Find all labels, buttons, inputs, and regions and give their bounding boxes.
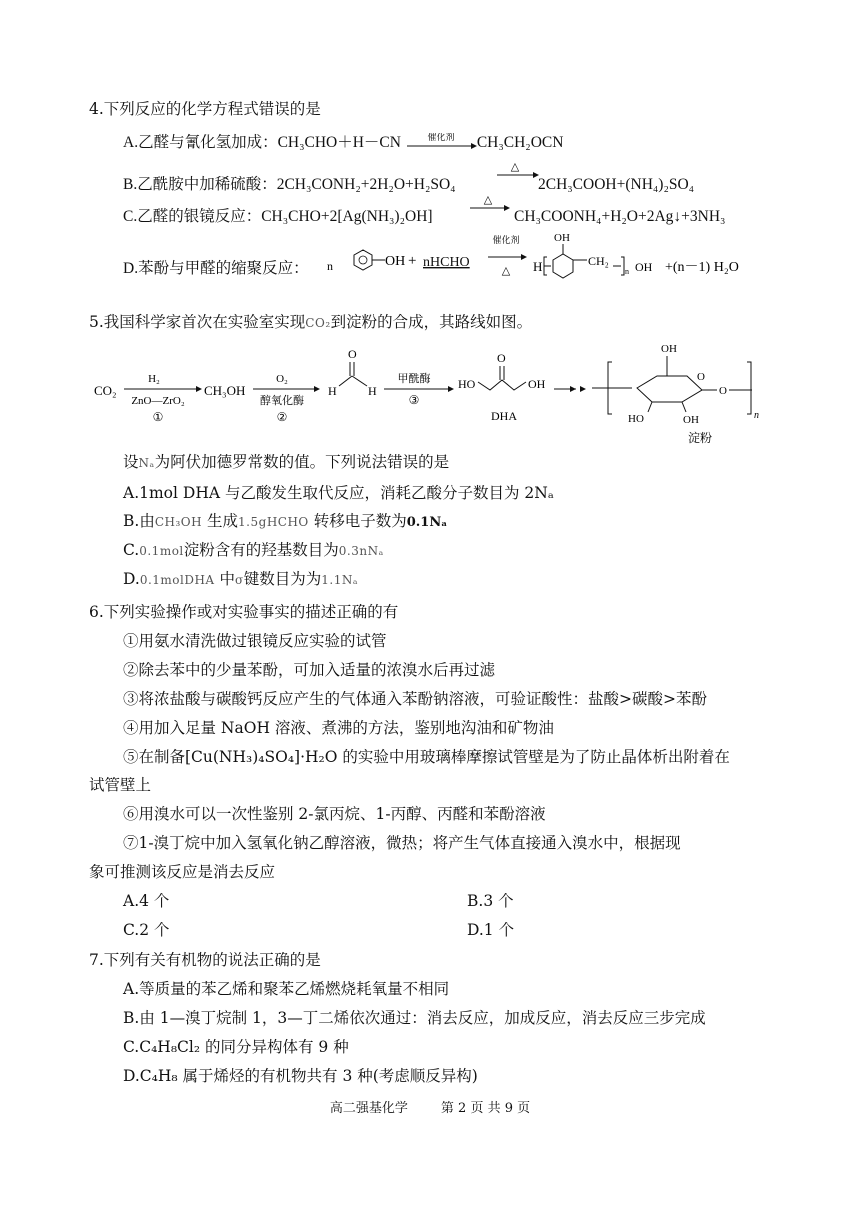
- q4-d-h: H: [533, 259, 543, 274]
- q5-c-x2: 0.3nNₐ: [338, 544, 384, 558]
- q4-d-plus: +: [408, 253, 417, 269]
- route-formaldehyde-h2: H: [368, 384, 377, 398]
- q4-b-lhs: 2CH₃CONH₂+2H₂O+H₂SO₄: [276, 176, 456, 193]
- q7-option-b: B.由 1—溴丁烷制 1，3—丁二烯依次通过：消去反应，加成反应，消去反应三步完成: [123, 1009, 706, 1027]
- route-cat1: ZnO—ZrO₂: [131, 395, 185, 407]
- q4-stem: 4.下列反应的化学方程式错误的是: [89, 100, 321, 118]
- q5-option-c: [123, 540, 384, 561]
- q5-d-x3: 1.1Nₐ: [321, 573, 358, 587]
- route-cat3: 甲酰酶: [397, 373, 431, 385]
- q6-item-7-cont: 象可推测该反应是消去反应: [89, 863, 276, 881]
- q7-option-c: C.C₄H₈Cl₂ 的同分异构体有 9 种: [123, 1038, 349, 1056]
- q4-d-oh-top: OH: [554, 232, 570, 244]
- q5-synthesis-route-figure: [92, 338, 792, 448]
- route-ch3oh: CH₃OH: [204, 383, 246, 398]
- q5-option-a: A.1mol DHA 与乙酸发生取代反应，消耗乙酸分子数目为 2Nₐ: [123, 484, 554, 502]
- q6-item-3: ③将浓盐酸与碳酸钙反应产生的气体通入苯酚钠溶液，可验证酸性：盐酸>碳酸>苯酚: [123, 690, 707, 708]
- benzene-ring-icon: [354, 250, 372, 270]
- route-o2: O₂: [276, 373, 288, 385]
- q5-d-a: D.: [123, 570, 140, 588]
- q4-d-oh: OH: [385, 254, 406, 269]
- q5-b-x2: 1.5gHCHO: [238, 515, 309, 529]
- q5-b-b: 生成: [207, 512, 239, 530]
- q6-item-4: ④用加入足量 NaOH 溶液、煮沸的方法，鉴别地沟油和矿物油: [123, 719, 554, 737]
- q6-item-5: ⑤在制备[Cu(NH₃)₄SO₄]·H₂O 的实验中用玻璃棒摩擦试管壁是为了防止晶体析出附着在: [123, 748, 730, 766]
- route-starch-oh: OH: [683, 414, 699, 426]
- q4-d-condition: △: [501, 265, 511, 277]
- q5-stem-text-2: 到淀粉的合成，其路线如图。: [330, 313, 533, 331]
- route-step1: ①: [152, 410, 164, 424]
- q4-a-lhs: CH₃CHO＋H－CN: [277, 134, 401, 151]
- q6-option-b: B.3 个: [467, 892, 514, 910]
- q6-option-c: C.2 个: [123, 921, 170, 939]
- q5-option-b: [123, 511, 447, 533]
- route-dha-oh: OH: [528, 377, 546, 391]
- q5-b-x3: 0.1Nₐ: [406, 515, 448, 530]
- q4-d-tail: +(n－1) H₂O: [665, 260, 739, 275]
- q4-b-condition: △: [510, 161, 520, 173]
- q6-item-1: ①用氨水清洗做过银镜反应实验的试管: [123, 632, 387, 650]
- q4-a-arrow: [405, 133, 477, 153]
- q6-stem: 6.下列实验操作或对实验事实的描述正确的有: [89, 603, 399, 621]
- q5-intro: [123, 452, 449, 473]
- q4-d-ch2: CH₂: [588, 254, 609, 268]
- route-formaldehyde-h1: H: [328, 384, 337, 398]
- route-h2: H₂: [148, 373, 160, 385]
- q5-c-x1: 0.1mol: [139, 544, 184, 558]
- q7-option-a: A.等质量的苯乙烯和聚苯乙烯燃烧耗氧量不相同: [123, 980, 450, 998]
- q5-intro-b: 为阿伏加德罗常数的值。下列说法错误的是: [154, 453, 450, 471]
- q5-stem-co2: CO₂: [305, 316, 331, 330]
- route-dha-o: O: [497, 351, 506, 365]
- q4-b-heat-arrow-icon: [495, 158, 539, 180]
- q4-d-hcho: nHCHO: [423, 255, 470, 270]
- q6-option-d: D.1 个: [467, 921, 515, 939]
- glucose-ring-icon: [637, 376, 702, 402]
- q6-item-5-cont: 试管壁上: [89, 776, 152, 794]
- route-starch-oh-top: OH: [661, 343, 677, 355]
- q6-item-7: ⑦1-溴丁烷中加入氢氧化钠乙醇溶液，微热；将产生气体直接通入溴水中，根据现: [123, 834, 681, 852]
- route-dha-ho: HO: [458, 377, 476, 391]
- q6-item-2: ②除去苯中的少量苯酚，可加入适量的浓溴水后再过滤: [123, 661, 496, 679]
- q5-d-b: 中: [219, 570, 236, 588]
- route-co2: CO₂: [94, 383, 117, 398]
- q5-intro-a: 设: [123, 453, 139, 471]
- q5-c-a: C.: [123, 541, 140, 559]
- phenol-ring-icon: [553, 254, 573, 278]
- q4-option-c: [123, 207, 433, 227]
- page-footer: 高二强基化学 第 2 页 共 9 页: [329, 1101, 531, 1116]
- q7-option-d: D.C₄H₈ 属于烯烃的有机物共有 3 种(考虑顺反异构): [123, 1067, 478, 1085]
- q4-c-rhs: CH₃COONH₄+H₂O+2Ag↓+3NH₃: [514, 208, 726, 225]
- q5-d-x1: 0.1molDHA: [139, 573, 215, 587]
- route-dha-label: DHA: [491, 409, 517, 423]
- q5-stem: [89, 312, 532, 333]
- reaction-arrow-icon: [405, 133, 477, 153]
- route-starch-label: 淀粉: [687, 431, 713, 445]
- q6-item-6: ⑥用溴水可以一次性鉴别 2-氯丙烷、1-丙醇、丙醛和苯酚溶液: [123, 805, 546, 823]
- q5-option-d: [123, 569, 358, 590]
- q4-b-label: B.乙酰胺中加稀硫酸：: [123, 176, 277, 193]
- q5-d-x2: σ: [235, 573, 244, 587]
- q5-stem-text: 5.我国科学家首次在实验室实现: [89, 313, 306, 331]
- route-step3: ③: [408, 393, 420, 407]
- q4-c-label: C.乙醛的银镜反应：: [123, 208, 262, 225]
- q4-b-rhs: 2CH₃COOH+(NH₄)₂SO₄: [538, 176, 695, 193]
- q4-d-equation-figure: [325, 228, 775, 284]
- q4-d-catalyst: 催化剂: [492, 235, 520, 245]
- q4-option-b: [123, 175, 456, 195]
- q4-a-label: A.乙醛与氰化氢加成：: [123, 134, 278, 151]
- q5-c-b: 淀粉含有的羟基数目为: [183, 541, 339, 559]
- q5-d-c: 键数目为为: [243, 570, 322, 588]
- q5-b-a: B.由: [123, 512, 155, 530]
- route-cat2: 醇氧化酶: [260, 395, 304, 407]
- route-starch-ho: HO: [628, 413, 644, 425]
- q6-option-a: A.4 个: [123, 892, 170, 910]
- q5-intro-na: Nₐ: [138, 456, 155, 470]
- q4-d-label: D.苯酚与甲醛的缩聚反应：: [123, 260, 309, 277]
- q4-d-n: n: [327, 259, 333, 273]
- route-formaldehyde-o: O: [348, 347, 357, 361]
- q4-option-a: [123, 133, 563, 153]
- q5-b-c: 转移电子数为: [313, 512, 407, 530]
- q4-c-condition: △: [483, 194, 493, 206]
- q4-d-oh2: OH: [635, 260, 653, 274]
- q4-a-rhs: CH₃CH₂OCN: [476, 134, 564, 151]
- q5-b-x1: CH₃OH: [154, 515, 203, 529]
- route-starch-n: n: [754, 410, 759, 421]
- q4-c-heat-arrow-icon: [468, 193, 510, 213]
- q4-d-n2: n: [625, 267, 629, 276]
- q4-c-lhs: CH₃CHO+2[Ag(NH₃)₂OH]: [261, 208, 433, 225]
- route-step2: ②: [276, 410, 288, 424]
- q7-stem: 7.下列有关有机物的说法正确的是: [89, 951, 321, 969]
- route-starch-o-ring: O: [697, 371, 705, 383]
- route-starch-o-link: O: [719, 385, 727, 397]
- q4-a-catalyst: 催化剂: [427, 133, 455, 143]
